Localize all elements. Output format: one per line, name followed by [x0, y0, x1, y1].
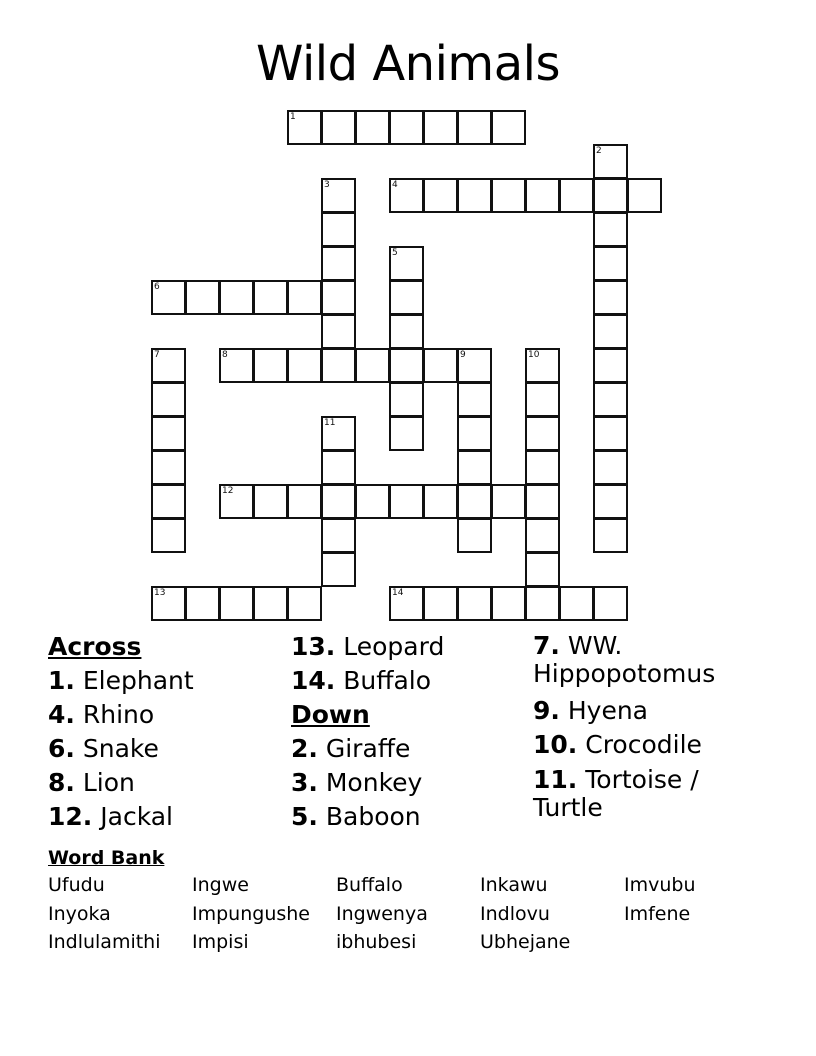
crossword-cell[interactable] — [219, 484, 254, 519]
clue-down-7 — [533, 632, 733, 688]
crossword-cell[interactable] — [287, 348, 322, 383]
crossword-cell[interactable] — [525, 450, 560, 485]
clue-number: 9. — [533, 696, 560, 725]
crossword-cell[interactable] — [457, 586, 492, 621]
crossword-cell[interactable] — [457, 416, 492, 451]
crossword-cell[interactable] — [423, 484, 458, 519]
crossword-cell[interactable] — [287, 280, 322, 315]
crossword-cell[interactable] — [321, 484, 356, 519]
clue-down-11 — [533, 766, 733, 822]
word-bank-item: Imfene — [624, 902, 691, 925]
crossword-cell[interactable] — [593, 212, 628, 247]
crossword-cell[interactable] — [253, 348, 288, 383]
crossword-cell[interactable] — [593, 416, 628, 451]
crossword-cell[interactable] — [151, 484, 186, 519]
crossword-cell[interactable] — [593, 178, 628, 213]
crossword-cell[interactable] — [491, 110, 526, 145]
crossword-cell[interactable] — [491, 178, 526, 213]
crossword-cell[interactable] — [355, 484, 390, 519]
clue-across-1 — [48, 664, 194, 698]
clue-number: 8. — [48, 768, 75, 797]
clue-number: 2. — [291, 734, 318, 763]
crossword-cell[interactable] — [525, 382, 560, 417]
crossword-cell[interactable] — [389, 246, 424, 281]
crossword-cell[interactable] — [321, 552, 356, 587]
crossword-cell[interactable] — [525, 178, 560, 213]
word-bank-title: Word Bank — [48, 847, 165, 869]
crossword-cell[interactable] — [457, 382, 492, 417]
crossword-cell[interactable] — [593, 484, 628, 519]
crossword-cell[interactable] — [389, 314, 424, 349]
clue-across-13 — [291, 630, 444, 664]
word-bank-item: Imvubu — [624, 874, 696, 896]
crossword-cell[interactable] — [151, 518, 186, 553]
clue-text: Hyena — [567, 696, 648, 725]
clue-text: Crocodile — [585, 730, 702, 759]
crossword-cell[interactable] — [593, 314, 628, 349]
cell-number: 13 — [154, 588, 166, 598]
crossword-cell[interactable] — [525, 518, 560, 553]
crossword-cell[interactable] — [321, 212, 356, 247]
clue-text: Lion — [82, 768, 135, 797]
cell-number: 4 — [392, 180, 398, 190]
crossword-cell[interactable] — [151, 586, 186, 621]
crossword-cell[interactable] — [423, 110, 458, 145]
crossword-cell[interactable] — [457, 348, 492, 383]
clue-number: 12. — [48, 802, 93, 831]
crossword-cell[interactable] — [525, 416, 560, 451]
clues-column-1 — [48, 630, 194, 834]
cell-number: 12 — [222, 486, 234, 496]
clue-number: 14. — [291, 666, 336, 695]
crossword-cell[interactable] — [491, 586, 526, 621]
word-bank-item: Inkawu — [480, 874, 548, 896]
word-bank-item: Impungushe — [192, 902, 310, 925]
clue-across-8 — [48, 766, 194, 800]
crossword-cell[interactable] — [185, 280, 220, 315]
crossword-cell[interactable] — [457, 450, 492, 485]
crossword-cell[interactable] — [219, 586, 254, 621]
crossword-cell[interactable] — [355, 110, 390, 145]
across-heading: Across — [48, 632, 142, 661]
crossword-cell[interactable] — [389, 348, 424, 383]
crossword-cell[interactable] — [525, 484, 560, 519]
cell-number: 14 — [392, 588, 404, 598]
clue-down-9 — [533, 694, 733, 728]
crossword-cell[interactable] — [287, 110, 322, 145]
cell-number: 3 — [324, 180, 330, 190]
cell-number: 10 — [528, 350, 540, 360]
crossword-cell[interactable] — [355, 348, 390, 383]
clue-text: WW. Hippopotomus — [533, 631, 716, 688]
clue-text: Rhino — [82, 700, 155, 729]
crossword-cell[interactable] — [253, 586, 288, 621]
clue-across-14 — [291, 664, 444, 698]
crossword-cell[interactable] — [151, 416, 186, 451]
clue-number: 7. — [533, 631, 560, 660]
crossword-cell[interactable] — [389, 416, 424, 451]
clue-down-2 — [291, 732, 444, 766]
clue-text: Leopard — [343, 632, 445, 661]
crossword-cell[interactable] — [593, 280, 628, 315]
clue-text: Jackal — [100, 802, 173, 831]
clue-down-3 — [291, 766, 444, 800]
word-bank-item: Impisi — [192, 931, 249, 953]
crossword-cell[interactable] — [525, 552, 560, 587]
crossword-cell[interactable] — [151, 280, 186, 315]
cell-number: 2 — [596, 146, 602, 156]
crossword-cell[interactable] — [389, 178, 424, 213]
clue-number: 13. — [291, 632, 336, 661]
crossword-cell[interactable] — [593, 450, 628, 485]
word-bank-item: Indlulamithi — [48, 931, 161, 953]
crossword-cell[interactable] — [593, 144, 628, 179]
word-bank-item: ibhubesi — [336, 931, 417, 953]
crossword-cell[interactable] — [559, 586, 594, 621]
crossword-cell[interactable] — [321, 110, 356, 145]
crossword-cell[interactable] — [321, 246, 356, 281]
crossword-cell[interactable] — [593, 246, 628, 281]
clue-number: 6. — [48, 734, 75, 763]
crossword-cell[interactable] — [219, 348, 254, 383]
crossword-cell[interactable] — [457, 110, 492, 145]
crossword-cell[interactable] — [457, 484, 492, 519]
crossword-cell[interactable] — [321, 450, 356, 485]
crossword-cell[interactable] — [321, 280, 356, 315]
crossword-cell[interactable] — [151, 348, 186, 383]
crossword-cell[interactable] — [593, 518, 628, 553]
crossword-cell[interactable] — [151, 382, 186, 417]
crossword-cell[interactable] — [423, 178, 458, 213]
crossword-cell[interactable] — [253, 280, 288, 315]
crossword-cell[interactable] — [389, 110, 424, 145]
crossword-cell[interactable] — [389, 586, 424, 621]
word-bank — [48, 845, 768, 957]
clue-across-6 — [48, 732, 194, 766]
clue-text: Tortoise / Turtle — [533, 765, 699, 822]
crossword-cell[interactable] — [423, 348, 458, 383]
crossword-cell[interactable] — [253, 484, 288, 519]
cell-number: 11 — [324, 418, 336, 428]
clue-number: 1. — [48, 666, 75, 695]
word-bank-item: Inyoka — [48, 902, 111, 925]
page-title: Wild Animals — [256, 36, 560, 92]
crossword-cell[interactable] — [593, 586, 628, 621]
word-bank-item: Ingwenya — [336, 902, 428, 925]
cell-number: 9 — [460, 350, 466, 360]
crossword-cell[interactable] — [525, 348, 560, 383]
crossword-cell[interactable] — [321, 416, 356, 451]
clue-text: Monkey — [325, 768, 423, 797]
crossword-cell[interactable] — [185, 586, 220, 621]
crossword-cell[interactable] — [287, 484, 322, 519]
crossword-cell[interactable] — [593, 348, 628, 383]
word-bank-list — [48, 871, 768, 957]
crossword-cell[interactable] — [151, 450, 186, 485]
crossword-cell[interactable] — [389, 484, 424, 519]
clue-number: 11. — [533, 765, 578, 794]
clue-number: 5. — [291, 802, 318, 831]
clue-text: Snake — [82, 734, 159, 763]
clue-text: Giraffe — [325, 734, 411, 763]
clue-number: 10. — [533, 730, 578, 759]
down-heading: Down — [291, 700, 370, 729]
word-bank-item: Ubhejane — [480, 931, 571, 953]
clue-down-5 — [291, 800, 444, 834]
crossword-cell[interactable] — [423, 586, 458, 621]
clue-number: 3. — [291, 768, 318, 797]
cell-number: 1 — [290, 112, 296, 122]
cell-number: 5 — [392, 248, 398, 258]
crossword-cell[interactable] — [287, 586, 322, 621]
clue-text: Elephant — [82, 666, 194, 695]
cell-number: 6 — [154, 282, 160, 292]
crossword-cell[interactable] — [593, 382, 628, 417]
cell-number: 8 — [222, 350, 228, 360]
cell-number: 7 — [154, 350, 160, 360]
crossword-cell[interactable] — [389, 382, 424, 417]
crossword-cell[interactable] — [457, 178, 492, 213]
word-bank-item: Ufudu — [48, 874, 105, 896]
clue-text: Buffalo — [343, 666, 432, 695]
crossword-cell[interactable] — [389, 280, 424, 315]
crossword-cell[interactable] — [321, 178, 356, 213]
word-bank-item: Indlovu — [480, 902, 550, 925]
crossword-cell[interactable] — [321, 314, 356, 349]
crossword-cell[interactable] — [321, 348, 356, 383]
crossword-cell[interactable] — [491, 484, 526, 519]
crossword-cell[interactable] — [219, 280, 254, 315]
crossword-cell[interactable] — [321, 518, 356, 553]
clue-number: 4. — [48, 700, 75, 729]
clue-text: Baboon — [325, 802, 421, 831]
clue-across-12 — [48, 800, 194, 834]
clues-column-3 — [533, 632, 733, 828]
crossword-cell[interactable] — [627, 178, 662, 213]
clue-down-10 — [533, 728, 733, 762]
crossword-cell[interactable] — [525, 586, 560, 621]
clue-across-4 — [48, 698, 194, 732]
word-bank-item: Buffalo — [336, 874, 403, 896]
crossword-cell[interactable] — [457, 518, 492, 553]
clues-column-2 — [291, 630, 444, 834]
word-bank-item: Ingwe — [192, 874, 249, 896]
crossword-cell[interactable] — [559, 178, 594, 213]
